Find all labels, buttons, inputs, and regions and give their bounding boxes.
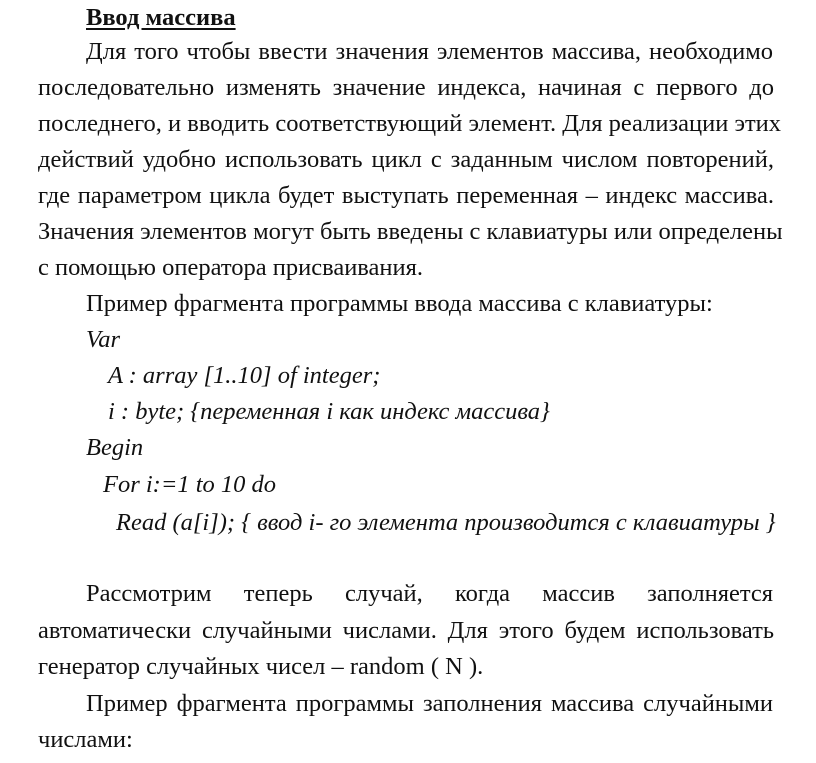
paragraph-1-line-1: Для того чтобы ввести значения элементов массива, необходимо (86, 38, 773, 65)
code-for-loop: For i:=1 to 10 do (103, 471, 277, 498)
paragraph-2-line-3: генератор случайных чисел – random ( N ). (38, 653, 484, 680)
example-1-intro: Пример фрагмента программы ввода массива с клавиатуры: (86, 290, 713, 317)
paragraph-2-line-2: автоматически случайными числами. Для этого будем использовать (38, 617, 774, 644)
code-read-statement: Read (a[i]); { ввод i- го элемента производится с клавиатуры } (116, 509, 776, 536)
paragraph-2-line-1: Рассмотрим теперь случай, когда массив заполняется (86, 580, 773, 607)
paragraph-1-line-4: действий удобно использовать цикл с заданным числом повторений, (38, 146, 774, 173)
paragraph-1-line-2: последовательно изменять значение индекса, начиная с первого до (38, 74, 774, 101)
code-begin-keyword: Begin (86, 434, 144, 461)
code-var-keyword: Var (86, 326, 121, 353)
code-declaration-array: A : array [1..10] of integer; (108, 362, 381, 389)
code-declaration-index: i : byte; {переменная i как индекс массива} (108, 398, 550, 425)
section-heading: Ввод массива (86, 4, 236, 31)
paragraph-1-line-5: где параметром цикла будет выступать переменная – индекс массива. (38, 182, 774, 209)
paragraph-1-line-6: Значения элементов могут быть введены с клавиатуры или определены (38, 218, 783, 245)
paragraph-1-line-3: последнего, и вводить соответствующий элемент. Для реализации этих (38, 110, 782, 137)
example-2-intro-line-1: Пример фрагмента программы заполнения массива случайными (86, 690, 773, 717)
example-2-intro-line-2: числами: (38, 726, 133, 753)
paragraph-1-line-7: с помощью оператора присваивания. (38, 254, 424, 281)
